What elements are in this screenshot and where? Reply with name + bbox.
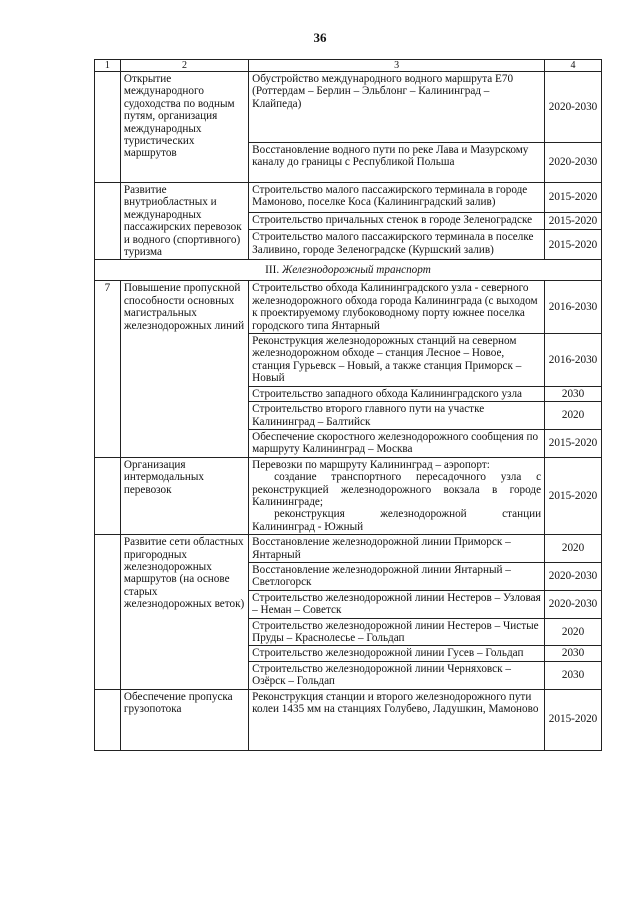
table-row: [95, 457, 602, 534]
measure-cell: Строительство железнодорожной линии Черняховск – Озёрск – Гольдап: [249, 661, 545, 689]
measure-cell: Строительство малого пассажирского терминала в городе Мамоново, поселке Коса (Калининградский залив): [249, 183, 545, 213]
row-number: [95, 457, 121, 534]
header-col-2: 2: [120, 60, 248, 72]
period-cell: 2016-2030: [545, 334, 602, 387]
measure-cell: Обеспечение скоростного железнодорожного сообщения по маршруту Калининград – Москва: [249, 429, 545, 457]
measure-cell: Строительство железнодорожной линии Нестеров – Узловая – Неман – Советск: [249, 590, 545, 618]
table-header-row: [95, 60, 602, 72]
task-cell: Развитие внутриобластных и международных пассажирских перевозок и водного (спортивного) туризма: [120, 183, 248, 260]
period-cell: 2015-2020: [545, 213, 602, 230]
table-row: [95, 689, 602, 750]
page-number: 36: [313, 30, 327, 45]
period-cell: 2030: [545, 646, 602, 661]
period-cell: 2015-2020: [545, 230, 602, 260]
measure-cell: Строительство западного обхода Калининградского узла: [249, 386, 545, 401]
task-cell: Организация интермодальных перевозок: [120, 457, 248, 534]
measure-cell: Строительство причальных стенок в городе Зеленоградске: [249, 213, 545, 230]
period-cell: 2016-2030: [545, 281, 602, 334]
section-title: Железнодорожный транспорт: [281, 264, 431, 277]
measure-cell: Строительство железнодорожной линии Нестеров – Чистые Пруды – Краснолесье – Гольдап: [249, 618, 545, 646]
period-cell: 2030: [545, 661, 602, 689]
row-number: [95, 535, 121, 689]
measure-cell: Обустройство международного водного маршрута Е70 (Роттердам – Берлин – Эльблонг – Калининград – Клайпеда): [249, 72, 545, 143]
row-number: [95, 183, 121, 260]
measure-cell: [249, 457, 545, 534]
header-col-1: 1: [95, 60, 121, 72]
task-cell: Обеспечение пропуска грузопотока: [120, 689, 248, 750]
period-cell: 2015-2020: [545, 429, 602, 457]
section-heading-row: [95, 260, 602, 281]
period-cell: 2015-2020: [545, 689, 602, 750]
table-row: [95, 535, 602, 563]
header-col-4: 4: [545, 60, 602, 72]
measure-intro: Перевозки по маршруту Калининград – аэропорт:: [252, 458, 490, 471]
row-number: 7: [95, 281, 121, 457]
task-cell: Развитие сети областных пригородных железнодорожных маршрутов (на основе старых железнодорожных веток): [120, 535, 248, 689]
period-cell: 2020: [545, 535, 602, 563]
row-number: [95, 689, 121, 750]
section-heading: [95, 260, 602, 281]
table-row: [95, 281, 602, 334]
measures-table: [94, 59, 602, 751]
measure-cell: Строительство железнодорожной линии Гусев – Гольдап: [249, 646, 545, 661]
period-cell: 2015-2020: [545, 457, 602, 534]
section-roman: III.: [265, 264, 280, 277]
measure-cell: Строительство малого пассажирского терминала в поселке Заливино, городе Зеленоградске (Куршский залив): [249, 230, 545, 260]
period-cell: 2020: [545, 402, 602, 430]
period-cell: 2030: [545, 386, 602, 401]
period-cell: 2020: [545, 618, 602, 646]
task-cell: Открытие международного судоходства по водным путям, организация международных туристических маршрутов: [120, 72, 248, 183]
measure-cell: Восстановление железнодорожной линии Янтарный – Светлогорск: [249, 562, 545, 590]
measure-cell: Восстановление водного пути по реке Лава и Мазурскому каналу до границы с Республикой Польша: [249, 143, 545, 183]
period-cell: 2020-2030: [545, 72, 602, 143]
task-cell: Повышение пропускной способности основных магистральных железнодорожных линий: [120, 281, 248, 457]
measure-cell: Реконструкция железнодорожных станций на северном железнодорожном обходе – станция Лесное – Новое, станция Гурьевск – Новый, а также станция Приморск – Новый: [249, 334, 545, 387]
row-number: [95, 72, 121, 183]
measure-cell: Реконструкция станции и второго железнодорожного пути колеи 1435 мм на станциях Голубево, Ладушкин, Мамоново: [249, 689, 545, 750]
measure-cell: Восстановление железнодорожной линии Приморск – Янтарный: [249, 535, 545, 563]
measure-item: реконструкция железнодорожной станции Калининград - Южный: [252, 508, 542, 533]
measure-item: создание транспортного пересадочного узла с реконструкцией железнодорожного вокзала в городе Калининграде;: [252, 471, 542, 508]
period-cell: 2020-2030: [545, 143, 602, 183]
measure-cell: Строительство второго главного пути на участке Калининград – Балтийск: [249, 402, 545, 430]
table-row: [95, 72, 602, 143]
table-row: [95, 183, 602, 213]
measure-cell: Строительство обхода Калининградского узла - северного железнодорожного обхода города Калининграда (с выходом к проектируемому глубоководному порту южнее поселка городского типа Янтарный: [249, 281, 545, 334]
period-cell: 2020-2030: [545, 562, 602, 590]
period-cell: 2020-2030: [545, 590, 602, 618]
header-col-3: 3: [249, 60, 545, 72]
period-cell: 2015-2020: [545, 183, 602, 213]
